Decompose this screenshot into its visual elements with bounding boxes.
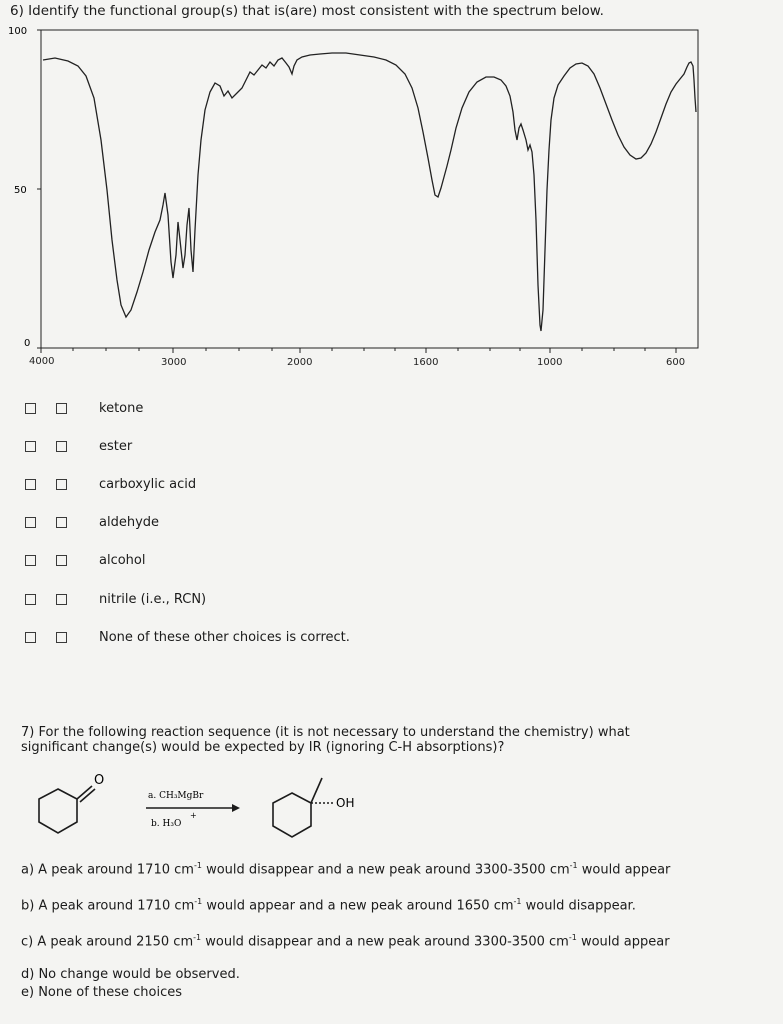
ir-spectrum: [0, 0, 783, 380]
checkbox-none-1[interactable]: [25, 632, 36, 643]
question-6-text: 6) Identify the functional group(s) that is(are) most consistent with the spectrum below.: [10, 3, 604, 19]
option-label: carboxylic acid: [99, 477, 197, 492]
checkbox-nitrile-1[interactable]: [25, 594, 36, 605]
x-tick-label-2000: 2000: [287, 357, 313, 368]
checkbox-carboxylic-acid-2[interactable]: [56, 479, 67, 490]
answer-b: [21, 897, 636, 913]
arrow-head: [232, 804, 240, 812]
y-tick-label-100: 100: [8, 26, 28, 37]
option-label: ketone: [99, 401, 144, 416]
option-ketone: [0, 399, 420, 419]
checkbox-ester-1[interactable]: [25, 441, 36, 452]
checkbox-alcohol-2[interactable]: [56, 555, 67, 566]
question-7-line-2: significant change(s) would be expected by IR (ignoring C-H absorptions)?: [21, 740, 505, 755]
checkbox-carboxylic-acid-1[interactable]: [25, 479, 36, 490]
option-nitrile: [0, 590, 420, 610]
hydroxyl-label: OH: [336, 796, 355, 810]
answer-a-sup2: -1: [569, 861, 578, 870]
question-7-text: [21, 725, 761, 755]
reagent-a: a. CH₃MgBr: [148, 791, 204, 801]
x-tick-label-1600: 1600: [413, 357, 439, 368]
y-tick-label-0: 0: [24, 338, 31, 349]
question-7-line-1: 7) For the following reaction sequence (it is not necessary to understand the chemistry) what: [21, 725, 630, 740]
reagent-b: b. H₃O: [151, 819, 182, 829]
answer-b-mid: would appear and a new peak around 1650 cm: [202, 898, 514, 914]
option-label: aldehyde: [99, 515, 160, 530]
spectrum-frame: [41, 30, 698, 348]
answer-c: [21, 933, 670, 949]
answer-d: d) No change would be observed.: [21, 967, 240, 982]
checkbox-aldehyde-1[interactable]: [25, 517, 36, 528]
checkbox-nitrile-2[interactable]: [56, 594, 67, 605]
answer-e: e) None of these choices: [21, 985, 183, 1000]
checkbox-ester-2[interactable]: [56, 441, 67, 452]
x-tick-label-3000: 3000: [161, 357, 187, 368]
checkbox-alcohol-1[interactable]: [25, 555, 36, 566]
cyclohexanone-structure: [39, 786, 95, 833]
x-tick-label-1000: 1000: [537, 357, 563, 368]
answer-a-post: would appear: [577, 862, 671, 878]
option-ester: [0, 437, 420, 457]
checkbox-aldehyde-2[interactable]: [56, 517, 67, 528]
option-none: [0, 628, 420, 648]
answer-c-sup1: -1: [193, 933, 202, 942]
answer-a: [21, 861, 670, 877]
option-aldehyde: [0, 513, 420, 533]
option-label: alcohol: [99, 553, 146, 568]
option-alcohol: [0, 551, 420, 571]
answer-a-pre: a) A peak around 1710 cm: [21, 862, 194, 878]
y-tick-label-50: 50: [14, 185, 27, 196]
x-axis: [41, 348, 676, 353]
answer-c-pre: c) A peak around 2150 cm: [21, 934, 194, 950]
methylcyclohexanol-structure: [273, 778, 334, 837]
reaction-scheme: [20, 760, 420, 840]
x-tick-label-4000: 4000: [29, 356, 55, 367]
answer-b-post: would disappear.: [521, 898, 636, 914]
reagent-b-charge: +: [190, 811, 197, 820]
carbonyl-oxygen-label: O: [94, 773, 105, 788]
answer-c-post: would appear: [576, 934, 670, 950]
checkbox-ketone-2[interactable]: [56, 403, 67, 414]
answer-c-mid: would disappear and a new peak around 3300-3500 cm: [201, 934, 569, 950]
answer-b-pre: b) A peak around 1710 cm: [21, 898, 195, 914]
y-axis: [8, 26, 41, 349]
spectrum-trace: [43, 53, 696, 331]
option-label: None of these other choices is correct.: [99, 630, 350, 645]
option-label: ester: [99, 439, 133, 454]
x-tick-label-600: 600: [666, 357, 686, 368]
answer-a-mid: would disappear and a new peak around 3300-3500 cm: [201, 862, 570, 878]
option-label: nitrile (i.e., RCN): [99, 592, 207, 607]
answer-a-sup1: -1: [193, 861, 202, 870]
answer-b-sup2: -1: [513, 897, 522, 906]
answer-c-sup2: -1: [568, 933, 577, 942]
checkbox-ketone-1[interactable]: [25, 403, 36, 414]
option-carboxylic-acid: [0, 475, 420, 495]
checkbox-none-2[interactable]: [56, 632, 67, 643]
answer-b-sup1: -1: [194, 897, 203, 906]
